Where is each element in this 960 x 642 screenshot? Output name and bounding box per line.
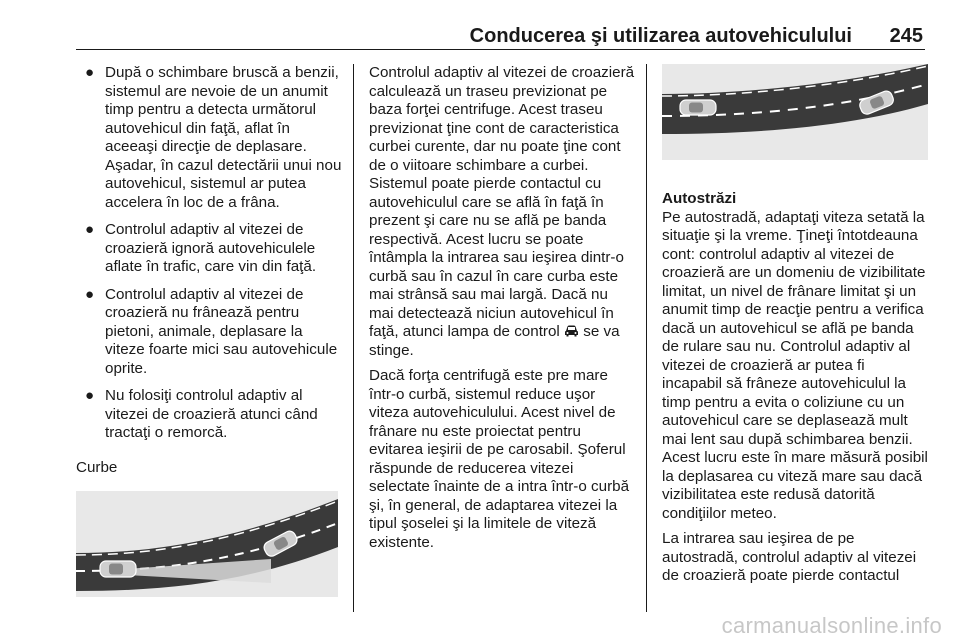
page-title: Conducerea şi utilizarea autovehiculului	[469, 25, 852, 47]
bullet-text: Controlul adaptiv al vitezei de croazieră nu frânează pentru pietoni, animale, deplasare la viteze foarte mici sau autovehicule oprite.	[105, 285, 338, 377]
column-1	[76, 64, 344, 597]
section-heading-autostrazi: Autostrăzi	[662, 190, 737, 207]
watermark: carmanualsonline.info	[721, 613, 942, 638]
bullet-dot: ●	[85, 64, 95, 81]
highway-illustration	[662, 64, 928, 160]
page-number: 245	[889, 25, 923, 47]
bullet-dot: ●	[85, 221, 95, 238]
car-front-icon	[564, 325, 579, 337]
bullet-item	[76, 221, 344, 277]
bullet-text: Controlul adaptiv al vitezei de croazieră ignoră autovehiculele aflate în trafic, care vin din faţă.	[105, 221, 317, 275]
column-divider-1	[353, 64, 354, 612]
column-2	[369, 64, 635, 559]
car-rear	[100, 561, 136, 577]
page-header	[0, 0, 960, 50]
column-3	[662, 64, 928, 593]
bullet-text: Nu folosiţi controlul adaptiv al vitezei de croazieră atunci când tractaţi o remorcă.	[105, 387, 318, 441]
car-rear	[680, 100, 716, 115]
bullet-item	[76, 387, 344, 443]
bullet-item	[76, 64, 344, 212]
paragraph-centrifugal: Dacă forţa centrifugă este pre mare într-o curbă, sistemul reduce uşor viteza autovehiculului. Acest nivel de frânare nu este proiectat pentru evitarea ieşirii de pe carosabil. Şoferul răspunde de reducerea vitezei selectate înainte de a intra într-o curbă şi, în general, de adaptarea vitezei la tipul şoselei şi la limitele de viteză existente.	[369, 367, 630, 551]
paragraph-curve-detection	[369, 64, 635, 360]
section-heading-curbe: Curbe	[76, 458, 118, 476]
bullet-dot: ●	[85, 285, 95, 303]
header-divider	[76, 49, 925, 50]
bullet-dot: ●	[85, 387, 95, 404]
paragraph-text: se va stinge.	[369, 323, 620, 359]
paragraph-text: Controlul adaptiv al vitezei de croazieră calculează un traseu previzionat pe baza forţei centrifuge. Acest traseu previzionat ţine cont de caracteristica curbei curente, dar nu poate ţine cont de o viitoare schimbare a curbei. Sistemul poate pierde contactul cu autovehiculul care se află în faţă în prezent şi care nu se află pe banda respectivă. Acest lucru se poate întâmpla la intrarea sau ieşirea dintr-o curbă sau în cazul în care curba este mai strânsă sau mai largă. Dacă nu mai detectează niciun autovehicul în faţă, atunci lampa de control	[369, 64, 635, 340]
paragraph-highway: Pe autostradă, adaptaţi viteza setată la situaţie şi la vreme. Ţineţi întotdeauna cont: controlul adaptiv al vitezei de croazieră are un domeniu de vizibilitate limitat, un nivel de frânare limitat şi un anumit timp de reacţie pentru a verifica dacă un autovehicul se află pe banda de rulare sau nu. Controlul adaptiv al vitezei de croazieră ar putea fi incapabil să frâneze autovehiculul la timp pentru a evita o coliziune cu un autovehicul care se deplasează mult mai lent sau după schimbarea benzii. Acest lucru este în mare măsură posibil la deplasarea cu viteză mare sau dacă vizibilitatea este redusă datorită condiţiilor meteo.	[662, 208, 928, 522]
bullet-item	[76, 286, 344, 379]
curve-illustration	[76, 491, 338, 597]
bullet-text: După o schimbare bruscă a benzii, sistemul are nevoie de un anumit timp pentru a detecta următorul autovehicul din faţă, aflat în aceeaşi direcţie de deplasare. Aşadar, în cazul detectării unui nou autovehicul, sistemul ar putea accelera în loc de a frâna.	[105, 64, 342, 211]
paragraph-highway-exit: La intrarea sau ieşirea de pe autostradă, controlul adaptiv al vitezei de croazieră poate pierde contactul	[662, 530, 917, 584]
column-divider-2	[646, 64, 647, 612]
